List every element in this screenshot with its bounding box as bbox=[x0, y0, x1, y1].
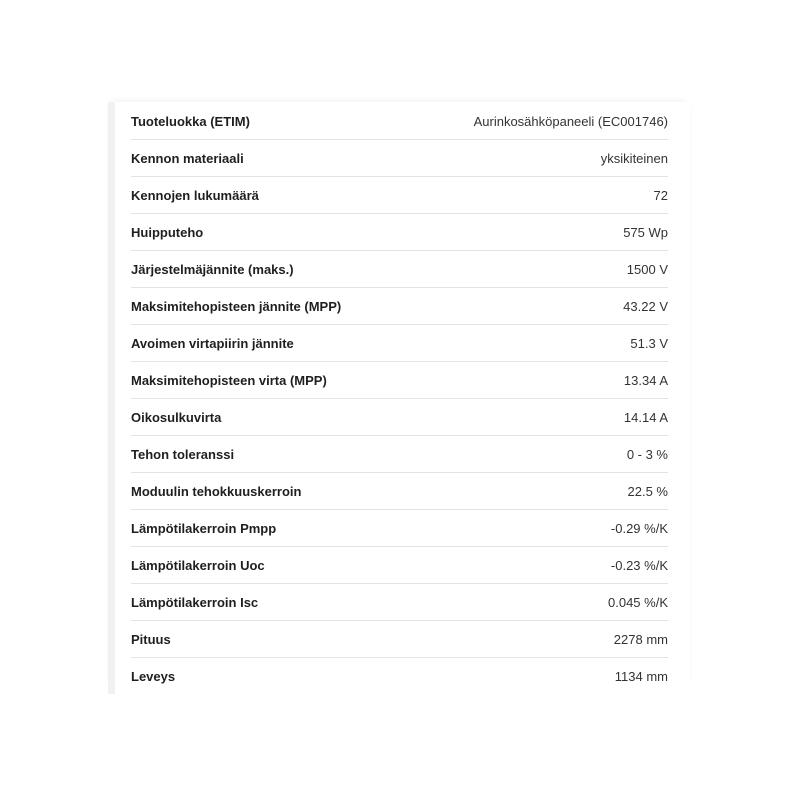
spec-value: 0.045 %/K bbox=[608, 594, 668, 610]
spec-label: Lämpötilakerroin Isc bbox=[131, 594, 259, 610]
spec-value: -0.29 %/K bbox=[610, 520, 668, 536]
spec-label: Kennojen lukumäärä bbox=[131, 187, 259, 203]
spec-value: 2278 mm bbox=[613, 631, 668, 647]
spec-row-system-voltage bbox=[131, 251, 668, 288]
spec-row-power-tolerance bbox=[131, 436, 668, 473]
spec-value: 575 Wp bbox=[623, 224, 668, 240]
spec-row-open-circuit-voltage bbox=[131, 325, 668, 362]
spec-value: 22.5 % bbox=[627, 483, 668, 499]
spec-row-temp-coeff-uoc bbox=[131, 547, 668, 584]
spec-row-mpp-current bbox=[131, 362, 668, 399]
spec-table bbox=[131, 103, 668, 694]
spec-row-length bbox=[131, 621, 668, 658]
spec-label: Tehon toleranssi bbox=[131, 446, 235, 462]
spec-panel bbox=[108, 102, 690, 694]
spec-value: -0.23 %/K bbox=[610, 557, 668, 573]
spec-label: Pituus bbox=[131, 631, 171, 647]
spec-value: 43.22 V bbox=[623, 298, 668, 314]
spec-row-width bbox=[131, 658, 668, 694]
spec-value: 72 bbox=[653, 187, 668, 203]
spec-row-product-class bbox=[131, 103, 668, 140]
spec-value: 14.14 A bbox=[623, 409, 668, 425]
spec-row-mpp-voltage bbox=[131, 288, 668, 325]
spec-row-module-efficiency bbox=[131, 473, 668, 510]
spec-value: 0 - 3 % bbox=[626, 446, 668, 462]
spec-label: Moduulin tehokkuuskerroin bbox=[131, 483, 302, 499]
spec-label: Maksimitehopisteen jännite (MPP) bbox=[131, 298, 342, 314]
spec-label: Järjestelmäjännite (maks.) bbox=[131, 261, 294, 277]
spec-row-cell-count bbox=[131, 177, 668, 214]
spec-label: Maksimitehopisteen virta (MPP) bbox=[131, 372, 327, 388]
spec-row-temp-coeff-isc bbox=[131, 584, 668, 621]
spec-value: 1500 V bbox=[626, 261, 668, 277]
spec-label: Leveys bbox=[131, 668, 176, 684]
spec-label: Huipputeho bbox=[131, 224, 204, 240]
spec-row-peak-power bbox=[131, 214, 668, 251]
spec-label: Oikosulkuvirta bbox=[131, 409, 222, 425]
spec-label: Kennon materiaali bbox=[131, 150, 244, 166]
spec-label: Lämpötilakerroin Uoc bbox=[131, 557, 265, 573]
spec-value: yksikiteinen bbox=[600, 150, 668, 166]
spec-row-temp-coeff-pmpp bbox=[131, 510, 668, 547]
spec-row-short-circuit-current bbox=[131, 399, 668, 436]
panel-left-border bbox=[108, 102, 115, 694]
spec-value: 13.34 A bbox=[623, 372, 668, 388]
spec-label: Lämpötilakerroin Pmpp bbox=[131, 520, 277, 536]
spec-value: Aurinkosähköpaneeli (EC001746) bbox=[473, 113, 668, 129]
spec-value: 51.3 V bbox=[630, 335, 668, 351]
spec-label: Avoimen virtapiirin jännite bbox=[131, 335, 294, 351]
spec-label: Tuoteluokka (ETIM) bbox=[131, 113, 250, 129]
spec-row-cell-material bbox=[131, 140, 668, 177]
spec-value: 1134 mm bbox=[614, 668, 668, 684]
